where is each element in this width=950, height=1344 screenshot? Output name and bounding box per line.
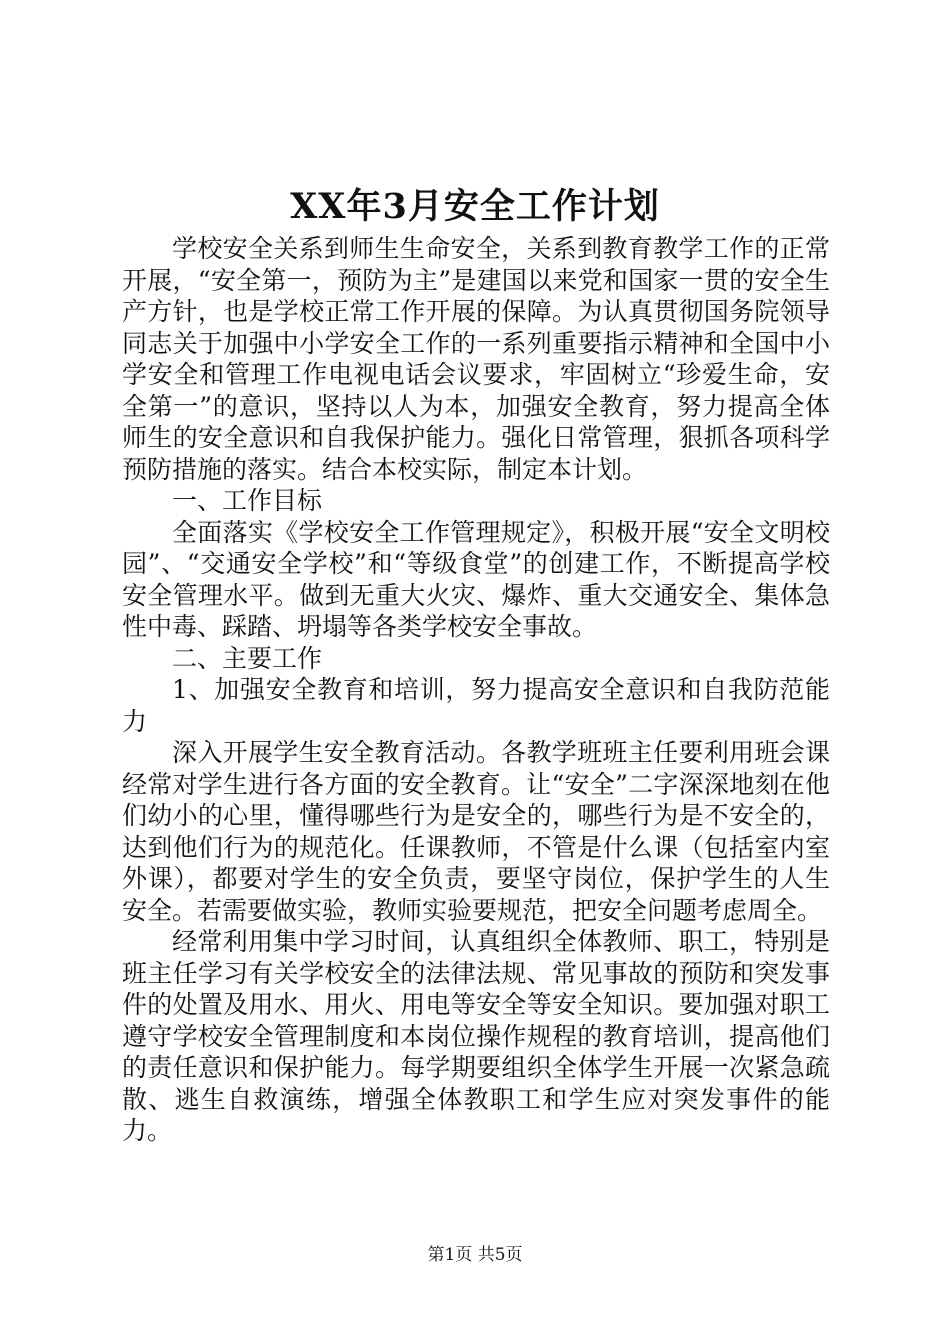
intro-paragraph: 学校安全关系到师生生命安全，关系到教育教学工作的正常开展，“安全第一，预防为主”是建国以来党和国家一贯的安全生产方针，也是学校正常工作开展的保障。为认真贯彻国务院领导同志关于加强中小学安全工作的一系列重要指示精神和全国中小学安全和管理工作电视电话会议要求，牢固树立“珍爱生命，安全第一”的意识，坚持以人为本，加强安全教育，努力提高全体师生的安全意识和自我保护能力。强化日常管理，狠抓各项科学预防措施的落实。结合本校实际，制定本计划。 [122,234,830,484]
training-paragraph: 经常利用集中学习时间，认真组织全体教师、职工，特别是班主任学习有关学校安全的法律法规、常见事故的预防和突发事件的处置及用水、用火、用电等安全等安全知识。要加强对职工遵守学校安全管理制度和本岗位操作规程的教育培训，提高他们的责任意识和保护能力。每学期要组织全体学生开展一次紧急疏散、逃生自救演练，增强全体教职工和学生应对突发事件的能力。 [122,927,830,1145]
subsection-heading-education: 1、加强安全教育和培训，努力提高安全意识和自我防范能力 [122,675,830,736]
page-number-footer: 第1页 共5页 [427,1245,523,1265]
document-title: XX年3月安全工作计划 [290,186,660,227]
document-body [122,233,830,1147]
section-heading-main-work: 二、主要工作 [172,643,323,673]
section-heading-goals: 一、工作目标 [172,486,323,515]
goals-paragraph: 全面落实《学校安全工作管理规定》，积极开展“安全文明校园”、“交通安全学校”和“等级食堂”的创建工作，不断提高学校安全管理水平。做到无重大火灾、爆炸、重大交通安全、集体急性中毒、踩踏、坍塌等各类学校安全事故。 [122,517,830,641]
education-paragraph: 深入开展学生安全教育活动。各教学班班主任要利用班会课经常对学生进行各方面的安全教育。让“安全”二字深深地刻在他们幼小的心里，懂得哪些行为是安全的，哪些行为是不安全的，达到他们行为的规范化。任课教师，不管是什么课（包括室内室外课），都要对学生的安全负责，要坚守岗位，保护学生的人生安全。若需要做实验，教师实验要规范，把安全问题考虑周全。 [122,738,830,925]
